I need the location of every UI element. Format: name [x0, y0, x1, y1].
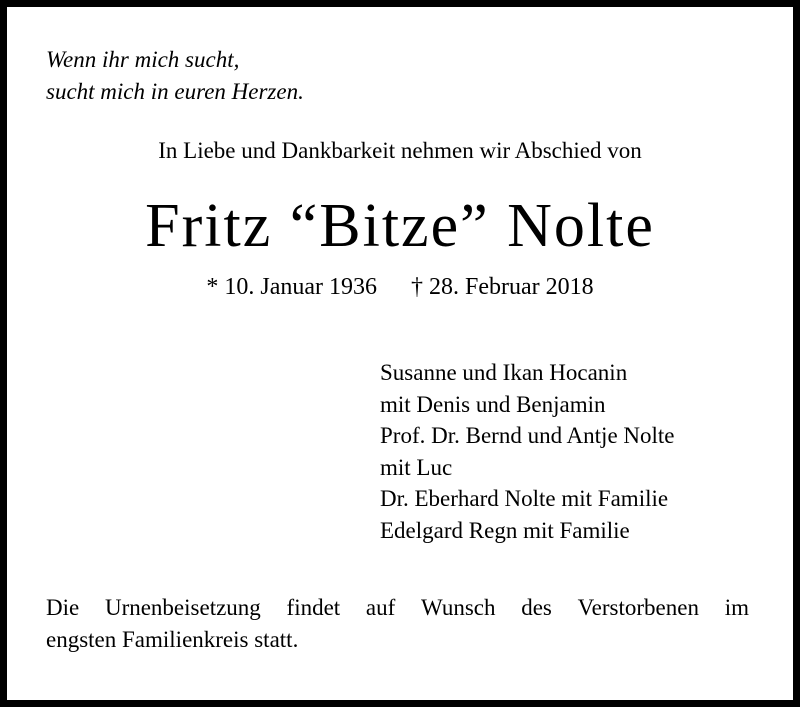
birth-date: * 10. Januar 1936 — [206, 274, 377, 300]
note-word: Verstorbenen — [577, 595, 699, 620]
deceased-name: Fritz “Bitze” Nolte — [145, 192, 655, 260]
burial-note-line-1 — [46, 592, 749, 624]
note-word: Die — [46, 595, 80, 620]
mourner-line: Dr. Eberhard Nolte mit Familie — [380, 486, 669, 511]
mourners-list — [380, 357, 675, 546]
note-word: auf — [365, 595, 396, 620]
note-word: im — [724, 595, 749, 620]
life-dates — [0, 270, 800, 304]
note-word: Urnenbeisetzung — [104, 595, 261, 620]
death-date: † 28. Februar 2018 — [411, 274, 594, 300]
note-word: Wunsch — [421, 595, 496, 620]
burial-note-line-2: engsten Familienkreis statt. — [46, 627, 299, 652]
intro-text: In Liebe und Dankbarkeit nehmen wir Abschied von — [158, 138, 642, 163]
note-word: findet — [286, 595, 341, 620]
quote — [46, 44, 304, 108]
burial-note — [46, 592, 749, 656]
quote-line: Wenn ihr mich sucht, — [46, 47, 240, 72]
mourner-line: Edelgard Regn mit Familie — [380, 517, 630, 543]
mourner-line: Prof. Dr. Bernd und Antje Nolte — [380, 423, 675, 448]
quote-line: sucht mich in euren Herzen. — [46, 79, 304, 104]
note-word: des — [521, 595, 552, 620]
mourner-line: mit Luc — [380, 454, 453, 480]
mourner-line: Susanne und Ikan Hocanin — [380, 360, 628, 385]
mourner-line: mit Denis und Benjamin — [380, 391, 606, 417]
